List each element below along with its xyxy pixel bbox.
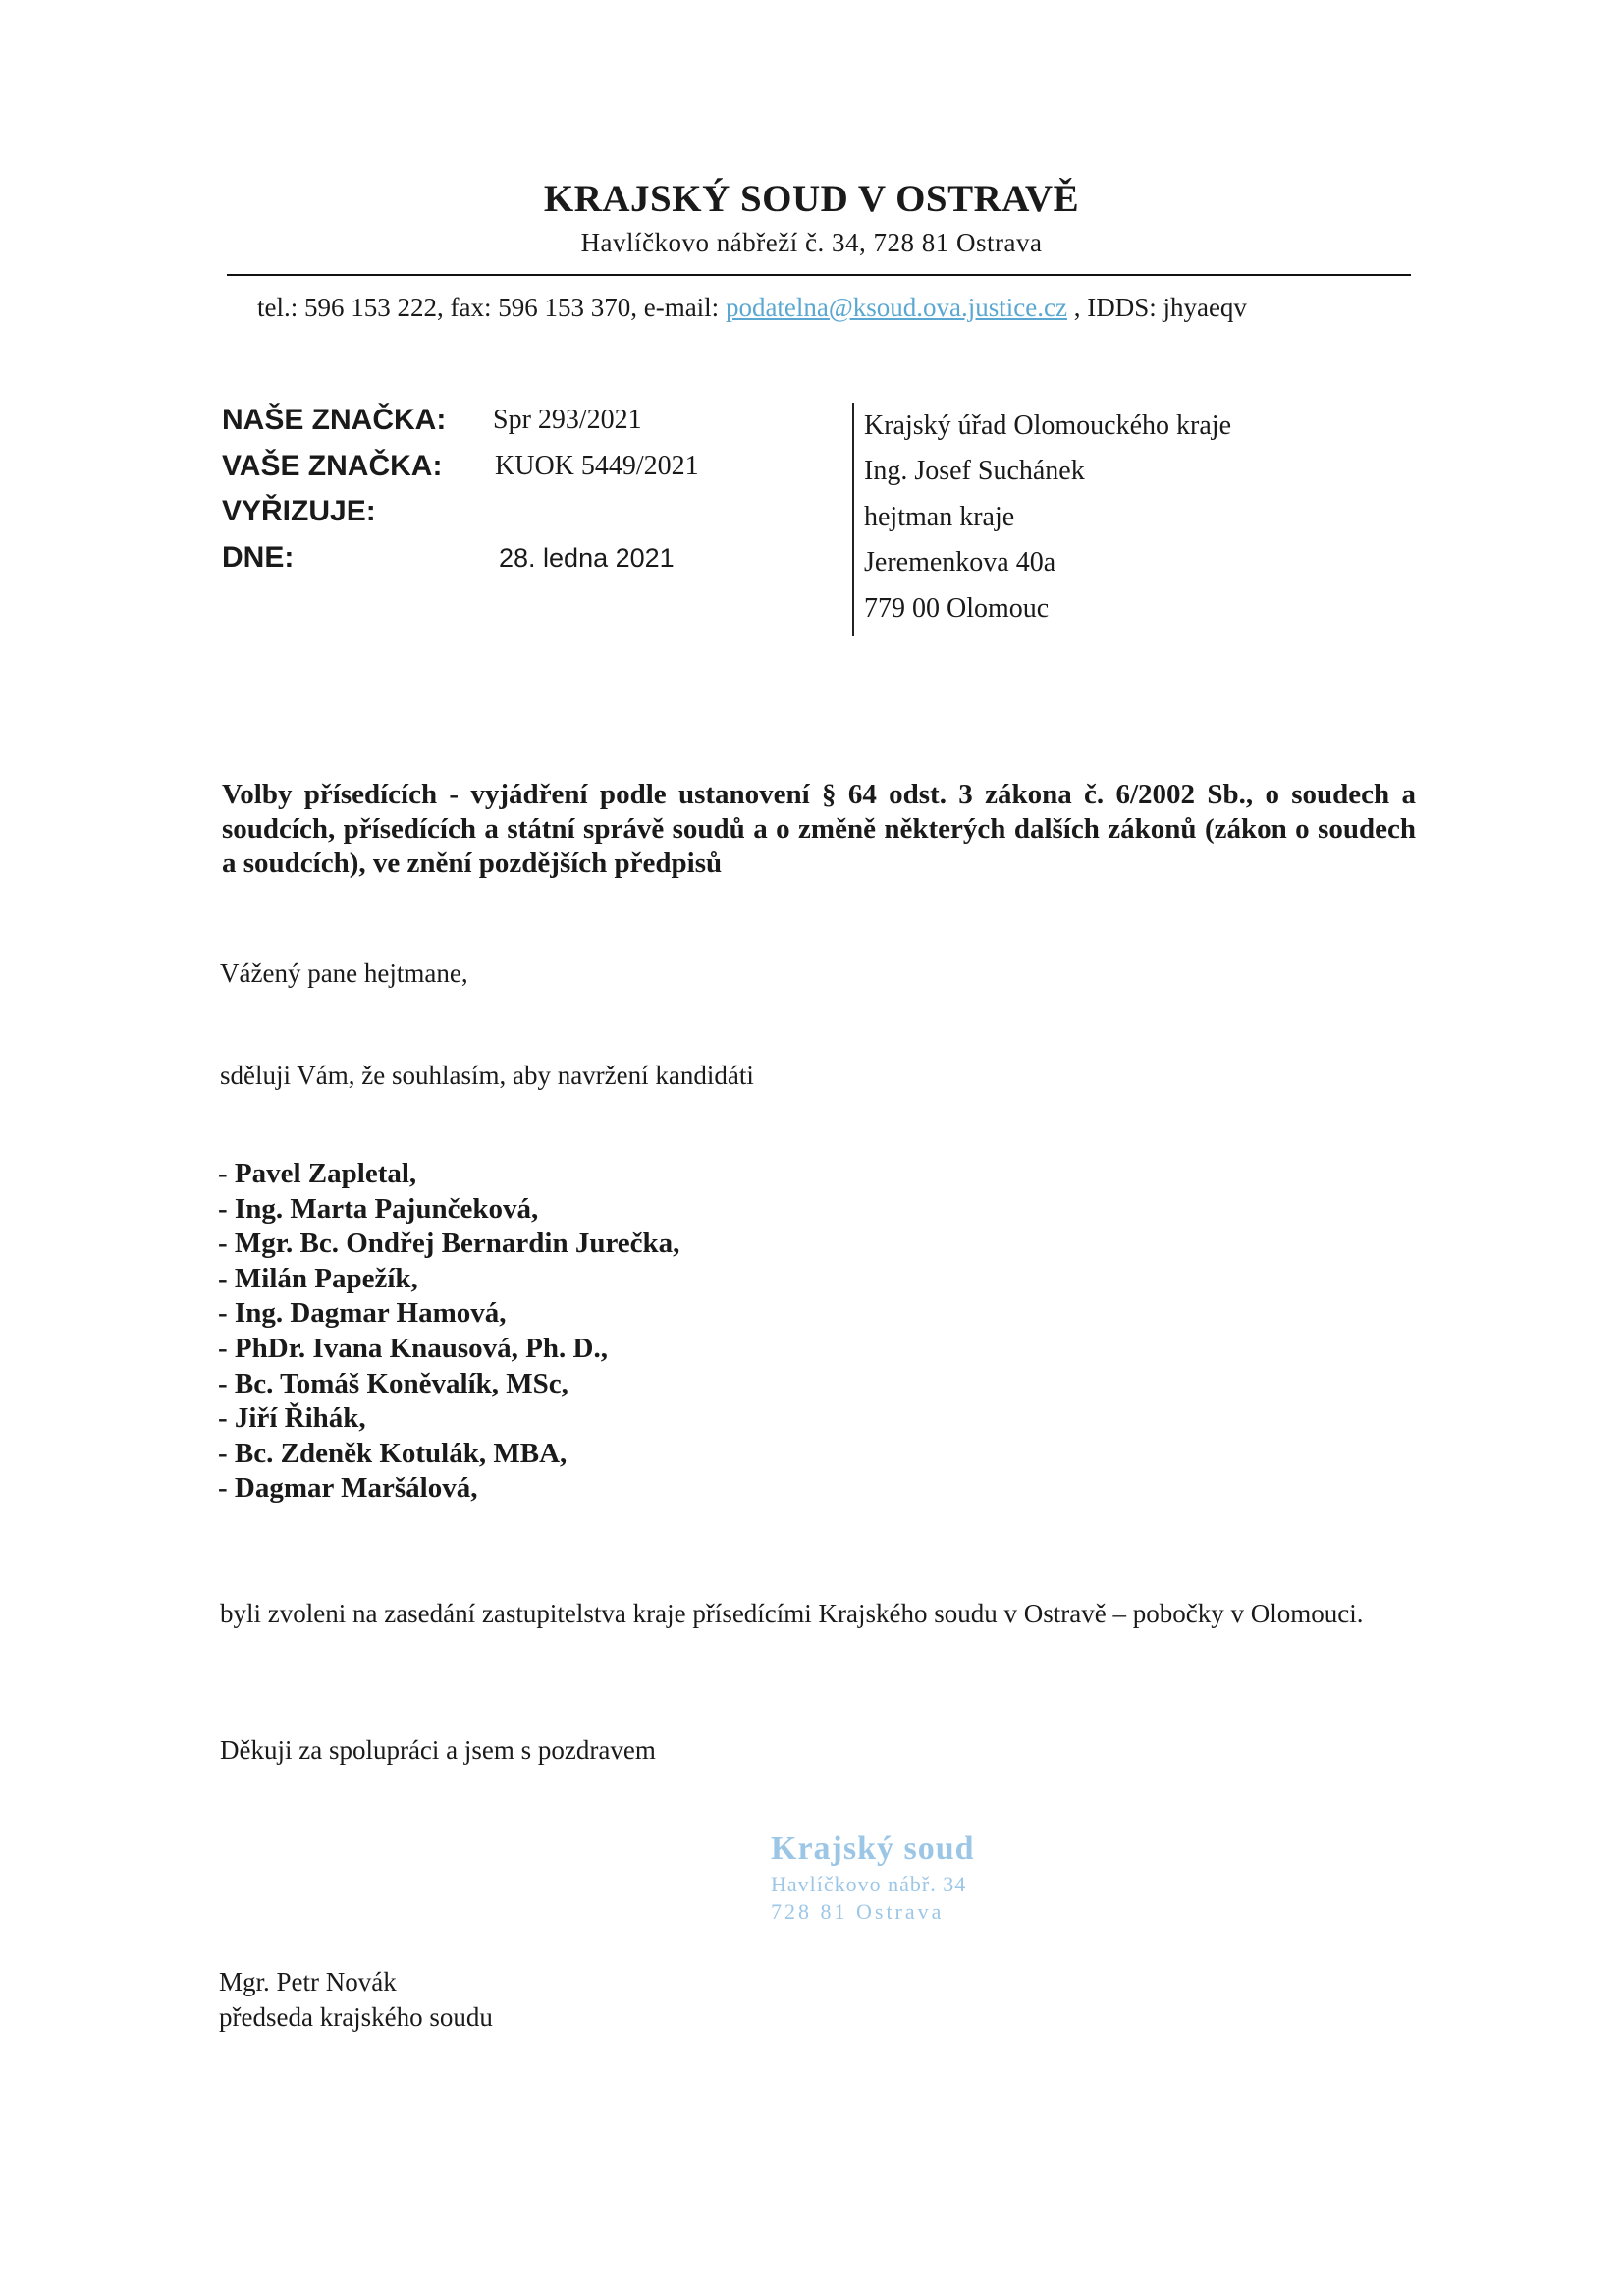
stamp-line: Havlíčkovo nábř. 34 [771, 1872, 967, 1896]
stamp-line: Krajský soud [771, 1831, 975, 1867]
closing-text: Děkuji za spolupráci a jsem s pozdravem [220, 1735, 656, 1765]
handled-by-label: VYŘIZUJE: [222, 495, 376, 527]
contact-suffix: , IDDS: jhyaeqv [1066, 293, 1247, 322]
recipient-divider [852, 403, 854, 636]
candidate-item: - Ing. Marta Pajunčeková, [218, 1192, 539, 1225]
salutation: Vážený pane hejtmane, [220, 958, 468, 988]
candidate-item: - Bc. Zdeněk Kotulák, MBA, [218, 1437, 568, 1469]
candidate-item: - Bc. Tomáš Koněvalík, MSc, [218, 1367, 568, 1399]
letter-subject: Volby přísedících - vyjádření podle ustanovení § 64 odst. 3 zákona č. 6/2002 Sb., o soudech a soudcích, přísedících a státní správě soudů a o změně některých dalších zákonů (zákon o soudech a soudcích), ve znění pozdějších předpisů [222, 779, 1416, 879]
your-ref-value: KUOK 5449/2021 [495, 451, 699, 481]
court-stamp [736, 1825, 1100, 1929]
candidate-item: - PhDr. Ivana Knausová, Ph. D., [218, 1332, 608, 1364]
candidate-item: - Mgr. Bc. Ondřej Bernardin Jurečka, [218, 1228, 680, 1260]
recipient-line: Ing. Josef Suchánek [864, 456, 1085, 486]
header-divider [227, 274, 1411, 276]
signer-role: předseda krajského soudu [219, 2002, 493, 2032]
candidate-item: - Jiří Řihák, [218, 1402, 366, 1435]
contact-line [257, 293, 1247, 323]
recipient-line: Krajský úřad Olomouckého kraje [864, 410, 1231, 441]
election-result-text: byli zvoleni na zasedání zastupitelstva kraje přísedícími Krajského soudu v Ostravě – pobočky v Olomouci. [220, 1599, 1364, 1628]
candidate-item: - Pavel Zapletal, [218, 1158, 417, 1189]
contact-prefix: tel.: 596 153 222, fax: 596 153 370, e-mail: [257, 293, 726, 322]
date-label: DNE: [222, 541, 295, 574]
our-ref-value: Spr 293/2021 [493, 405, 642, 435]
candidate-item: - Dagmar Maršálová, [218, 1472, 478, 1504]
candidate-list [218, 1157, 679, 1506]
date-value: 28. ledna 2021 [499, 543, 675, 573]
recipient-line: 779 00 Olomouc [864, 593, 1050, 624]
intro-text: sděluji Vám, že souhlasím, aby navržení kandidáti [220, 1061, 754, 1090]
court-address: Havlíčkovo nábřeží č. 34, 728 81 Ostrava [580, 228, 1043, 257]
stamp-line: 728 81 Ostrava [771, 1899, 945, 1924]
email-link[interactable]: podatelna@ksoud.ova.justice.cz [725, 293, 1067, 322]
candidate-item: - Milán Papežík, [218, 1262, 418, 1294]
recipient-line: hejtman kraje [864, 502, 1015, 532]
your-ref-label: VAŠE ZNAČKA: [222, 450, 443, 482]
court-name: KRAJSKÝ SOUD V OSTRAVĚ [543, 178, 1080, 220]
recipient-line: Jeremenkova 40a [864, 547, 1056, 577]
our-ref-label: NAŠE ZNAČKA: [222, 404, 447, 436]
candidate-item: - Ing. Dagmar Hamová, [218, 1297, 507, 1330]
signer-name: Mgr. Petr Novák [219, 1967, 397, 1996]
